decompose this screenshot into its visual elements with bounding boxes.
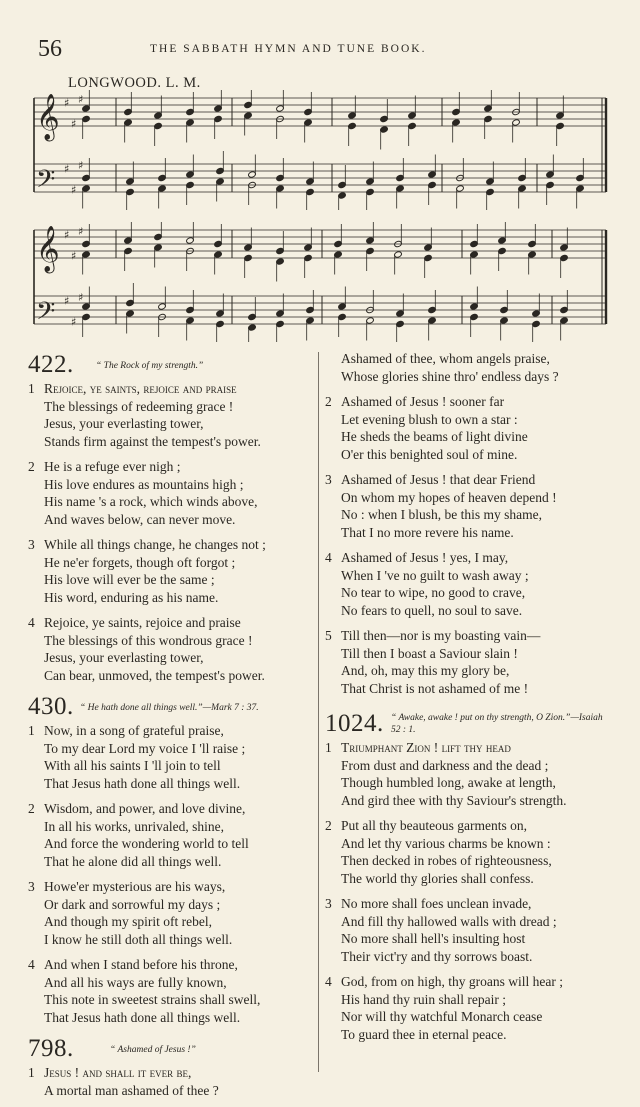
sharp-icon: ♯ <box>64 96 70 110</box>
verse <box>325 627 615 697</box>
verse <box>325 471 615 541</box>
verse-line: His name 's a rock, which winds above, <box>44 494 258 509</box>
verse-line: Now, in a song of grateful praise, <box>44 723 224 738</box>
verse-line: O'er this benighted soul of mine. <box>341 446 518 462</box>
verse-line: Jesus, your everlasting tower, <box>44 650 204 665</box>
verse-line: Or dark and sorrowful my days ; <box>44 896 221 912</box>
sharp-icon: ♯ <box>64 294 70 308</box>
verse-line: With all his saints I 'll join to tell <box>44 758 221 773</box>
page-header <box>38 36 610 66</box>
verse-line: When I 've no guilt to wash away ; <box>341 567 529 583</box>
sharp-icon: ♯ <box>71 117 77 131</box>
left-column <box>28 350 316 1107</box>
sharp-icon: ♯ <box>78 159 84 172</box>
verse-line: Ashamed of Jesus ! yes, I may, <box>341 550 509 565</box>
verse-line: Jesus, your everlasting tower, <box>44 416 204 431</box>
treble-clef-icon: 𝄞 <box>36 226 60 272</box>
verse-number: 1 <box>28 381 35 396</box>
sharp-icon: ♯ <box>64 228 70 242</box>
hymn-1024 <box>325 709 615 1043</box>
verse-line: Nor will thy watchful Monarch cease <box>341 1009 543 1024</box>
page-number: 56 <box>38 36 62 62</box>
hymn-title: “ The Rock of my strength.” <box>96 361 204 371</box>
verse-line: Put all thy beauteous garments on, <box>341 818 527 833</box>
verse <box>325 739 615 809</box>
verse-number: 2 <box>325 818 332 833</box>
hymn-422 <box>28 350 316 684</box>
verse-line: He sheds the beams of light divine <box>341 429 528 444</box>
tune-name: LONGWOOD. L. M. <box>68 75 201 91</box>
verse-line: And, oh, may this my glory be, <box>341 663 510 678</box>
music-system-1 <box>32 90 610 210</box>
music-score-1 <box>32 90 610 210</box>
verse <box>28 380 316 450</box>
verse-line: Rejoice, ye saints, rejoice and praise <box>44 381 237 396</box>
hymn-number: 1024. <box>325 710 384 737</box>
sharp-icon: ♯ <box>64 162 70 176</box>
verse-line: And force the wondering world to tell <box>44 836 249 851</box>
verse-line: Though humbled long, awake at length, <box>341 775 556 790</box>
verse <box>28 800 316 870</box>
hymn-number: 430. <box>28 693 74 720</box>
verse-line: While all things change, he changes not ; <box>44 537 266 552</box>
verse-line: Their vict'ry and thy sorrows boast. <box>341 948 533 964</box>
verse-line: A mortal man ashamed of thee ? <box>44 1082 219 1098</box>
verse-line: And let thy various charms be known : <box>341 835 551 851</box>
verse-number: 5 <box>325 628 332 643</box>
verse-number: 1 <box>325 740 332 755</box>
verse-number: 3 <box>325 896 332 911</box>
verse-continued <box>325 350 615 385</box>
hymn-number: 422. <box>28 351 74 378</box>
hymn-430 <box>28 692 316 1026</box>
verse-line: Till then I boast a Saviour slain ! <box>341 645 518 661</box>
verse-line: The blessings of this wondrous grace ! <box>44 632 253 648</box>
sharp-icon: ♯ <box>78 93 84 106</box>
verse-line: His love endures as mountains high ; <box>44 476 244 492</box>
verse-number: 2 <box>28 801 35 816</box>
verse-line: On whom my hopes of heaven depend ! <box>341 489 557 505</box>
verse-line: Howe'er mysterious are his ways, <box>44 879 226 894</box>
verse-line: Ashamed of Jesus ! that dear Friend <box>341 472 536 487</box>
verse-line: No : when I blush, be this my shame, <box>341 507 542 522</box>
verse-line: To my dear Lord my voice I 'll raise ; <box>44 740 246 756</box>
verse-number: 4 <box>325 974 332 989</box>
sharp-icon: ♯ <box>71 315 77 329</box>
verse <box>28 614 316 684</box>
verse-line: And waves below, can never move. <box>44 511 236 527</box>
verse-line: Till then—nor is my boasting vain— <box>341 628 541 643</box>
bass-clef-icon: 𝄢 <box>36 165 56 200</box>
verse <box>28 722 316 792</box>
verse-line: He ne'er forgets, though oft forgot ; <box>44 554 236 570</box>
verse-number: 3 <box>28 537 35 552</box>
verse-line: Rejoice, ye saints, rejoice and praise <box>44 615 241 630</box>
verse-line: No more shall hell's insulting host <box>341 931 526 946</box>
verse-line: No more shall foes unclean invade, <box>341 896 532 911</box>
verse-number: 4 <box>325 550 332 565</box>
sharp-icon: ♯ <box>71 249 77 263</box>
verse-line: Wisdom, and power, and love divine, <box>44 801 246 816</box>
verse-line: And all his ways are fully known, <box>44 974 227 990</box>
column-divider <box>318 352 319 1072</box>
verse-line: That Jesus hath done all things well. <box>44 1009 241 1025</box>
verse-line: Ashamed of thee, whom angels praise, <box>341 351 550 366</box>
treble-clef-icon: 𝄞 <box>36 94 60 140</box>
hymn-number: 798. <box>28 1035 74 1062</box>
verse-line: He is a refuge ever nigh ; <box>44 459 181 474</box>
verse-line: I know he still doth all things well. <box>44 931 233 947</box>
verse-line: That Jesus hath done all things well. <box>44 775 241 791</box>
verse-line: His hand thy ruin shall repair ; <box>341 991 506 1007</box>
hymn-title: “ He hath done all things well.”—Mark 7 : 37. <box>80 703 259 713</box>
verse-line: Triumphant Zion ! lift thy head <box>341 740 511 755</box>
verse-line: His love will ever be the same ; <box>44 572 215 587</box>
verse-number: 1 <box>28 1065 35 1080</box>
verse-line: Ashamed of Jesus ! sooner far <box>341 394 505 409</box>
verse-line: No fears to quell, no soul to save. <box>341 602 523 618</box>
verse <box>28 956 316 1026</box>
music-system-2 <box>32 222 610 342</box>
music-score-2 <box>32 222 610 342</box>
hymn-798 <box>28 1034 316 1099</box>
verse <box>325 393 615 463</box>
verse-number: 3 <box>325 472 332 487</box>
verse <box>325 817 615 887</box>
sharp-icon: ♯ <box>78 225 84 238</box>
verse-line: That Christ is not ashamed of me ! <box>341 680 529 696</box>
verse <box>325 895 615 965</box>
verse-line: That he alone did all things well. <box>44 853 222 869</box>
verse-line: Stands firm against the tempest's power. <box>44 433 261 449</box>
verse-line: The blessings of redeeming grace ! <box>44 398 234 414</box>
verse <box>325 549 615 619</box>
verse-line: In all his works, unrivaled, shine, <box>44 818 224 834</box>
hymn-title: “ Awake, awake ! put on thy strength, O Zion.”—Isaiah 52 : 1. <box>391 713 603 735</box>
verse-line: To guard thee in eternal peace. <box>341 1026 507 1042</box>
hymn-title: “ Ashamed of Jesus !” <box>110 1045 196 1055</box>
verse <box>325 973 615 1043</box>
verse-line: Then decked in robes of righteousness, <box>341 853 552 868</box>
verse <box>28 536 316 606</box>
verse-number: 2 <box>28 459 35 474</box>
verse-line: That I no more revere his name. <box>341 524 514 540</box>
sharp-icon: ♯ <box>71 183 77 197</box>
verse-line: And gird thee with thy Saviour's strength. <box>341 792 567 808</box>
verse-number: 2 <box>325 394 332 409</box>
verse-line: The world thy glories shall confess. <box>341 870 534 886</box>
right-column <box>325 350 615 1051</box>
verse-line: Can bear, unmoved, the tempest's power. <box>44 667 265 683</box>
verse <box>28 878 316 948</box>
verse-line: His word, enduring as his name. <box>44 589 219 605</box>
verse-line: Let evening blush to own a star : <box>341 411 518 427</box>
running-title: THE SABBATH HYMN AND TUNE BOOK. <box>150 43 427 55</box>
verse-line: And though my spirit oft rebel, <box>44 914 212 929</box>
verse-line: And when I stand before his throne, <box>44 957 238 972</box>
verse <box>28 458 316 528</box>
verse-line: From dust and darkness and the dead ; <box>341 757 549 773</box>
bass-clef-icon: 𝄢 <box>36 297 56 332</box>
verse-number: 4 <box>28 615 35 630</box>
sharp-icon: ♯ <box>78 291 84 304</box>
verse-line: Whose glories shine thro' endless days ? <box>341 368 559 384</box>
verse-line: And fill thy hallowed walls with dread ; <box>341 913 557 929</box>
verse-number: 4 <box>28 957 35 972</box>
verse <box>28 1064 316 1099</box>
verse-number: 3 <box>28 879 35 894</box>
verse-line: God, from on high, thy groans will hear ; <box>341 974 563 989</box>
verse-line: Jesus ! and shall it ever be, <box>44 1065 192 1080</box>
verse-line: This note in sweetest strains shall swell, <box>44 992 261 1007</box>
verse-number: 1 <box>28 723 35 738</box>
verse-line: No tear to wipe, no good to crave, <box>341 585 526 600</box>
